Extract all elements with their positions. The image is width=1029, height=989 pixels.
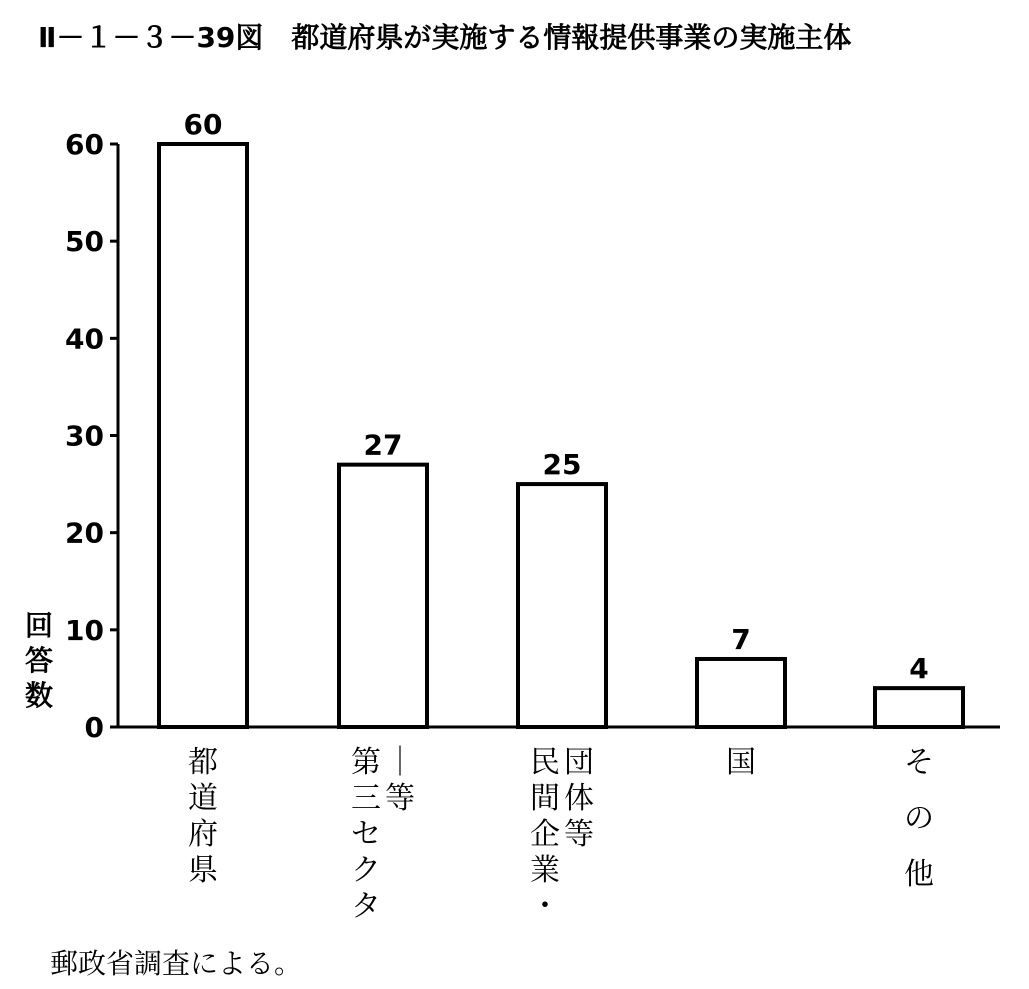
bar-2 xyxy=(339,465,427,727)
category-label-char: 業 xyxy=(530,853,560,888)
y-tick-label-40: 40 xyxy=(65,322,104,356)
category-label-5 xyxy=(904,745,934,892)
data-label-1: 60 xyxy=(183,108,223,141)
y-tick-label-30: 30 xyxy=(65,419,104,453)
y-axis-label xyxy=(22,608,56,713)
y-axis-label-char: 答 xyxy=(24,644,53,677)
category-label-char: ｜ xyxy=(385,745,415,780)
category-label-char: 企 xyxy=(530,817,560,852)
category-label-3 xyxy=(530,745,594,924)
category-label-1 xyxy=(188,745,218,888)
y-tick-label-10: 10 xyxy=(65,613,104,647)
category-label-char: の xyxy=(904,801,934,836)
category-label-char: 道 xyxy=(188,781,218,816)
category-label-4 xyxy=(726,745,756,780)
category-label-char: 体 xyxy=(564,781,594,816)
y-tick-label-0: 0 xyxy=(84,711,104,744)
category-label-char: そ xyxy=(904,745,934,780)
category-label-char: 他 xyxy=(904,857,934,892)
category-label-char: 国 xyxy=(726,745,756,780)
category-label-char: ・ xyxy=(530,889,560,924)
category-label-char: 第 xyxy=(351,745,381,780)
bar-1 xyxy=(159,144,247,727)
category-label-char: 県 xyxy=(188,853,218,888)
bar-4 xyxy=(697,659,785,727)
category-label-2 xyxy=(351,745,415,924)
category-label-char: 間 xyxy=(530,781,560,816)
y-axis-label-char: 数 xyxy=(24,679,53,712)
category-label-char: タ xyxy=(351,889,381,924)
y-tick-label-60: 60 xyxy=(65,128,104,161)
source-note: 郵政省調査による。 xyxy=(50,947,303,980)
category-label-char: 等 xyxy=(385,781,415,816)
data-label-5: 4 xyxy=(909,652,929,686)
category-label-char: 等 xyxy=(564,817,594,852)
bar-5 xyxy=(875,688,963,727)
category-label-char: 団 xyxy=(564,745,594,780)
data-label-4: 7 xyxy=(731,622,751,656)
chart-title: Ⅱ－１－３－39図 都道府県が実施する情報提供事業の実施主体 xyxy=(38,21,852,54)
category-label-char: 三 xyxy=(351,781,381,816)
category-label-char: 民 xyxy=(530,745,560,780)
data-label-2: 27 xyxy=(363,428,403,462)
category-label-char: セ xyxy=(351,817,381,852)
y-tick-label-50: 50 xyxy=(65,225,104,259)
y-tick-label-20: 20 xyxy=(65,516,104,550)
category-label-char: 府 xyxy=(188,817,218,852)
data-label-3: 25 xyxy=(542,448,582,482)
category-label-char: ク xyxy=(351,853,381,888)
y-axis-label-char: 回 xyxy=(24,609,53,642)
bar-3 xyxy=(518,484,606,727)
category-label-char: 都 xyxy=(188,745,218,780)
